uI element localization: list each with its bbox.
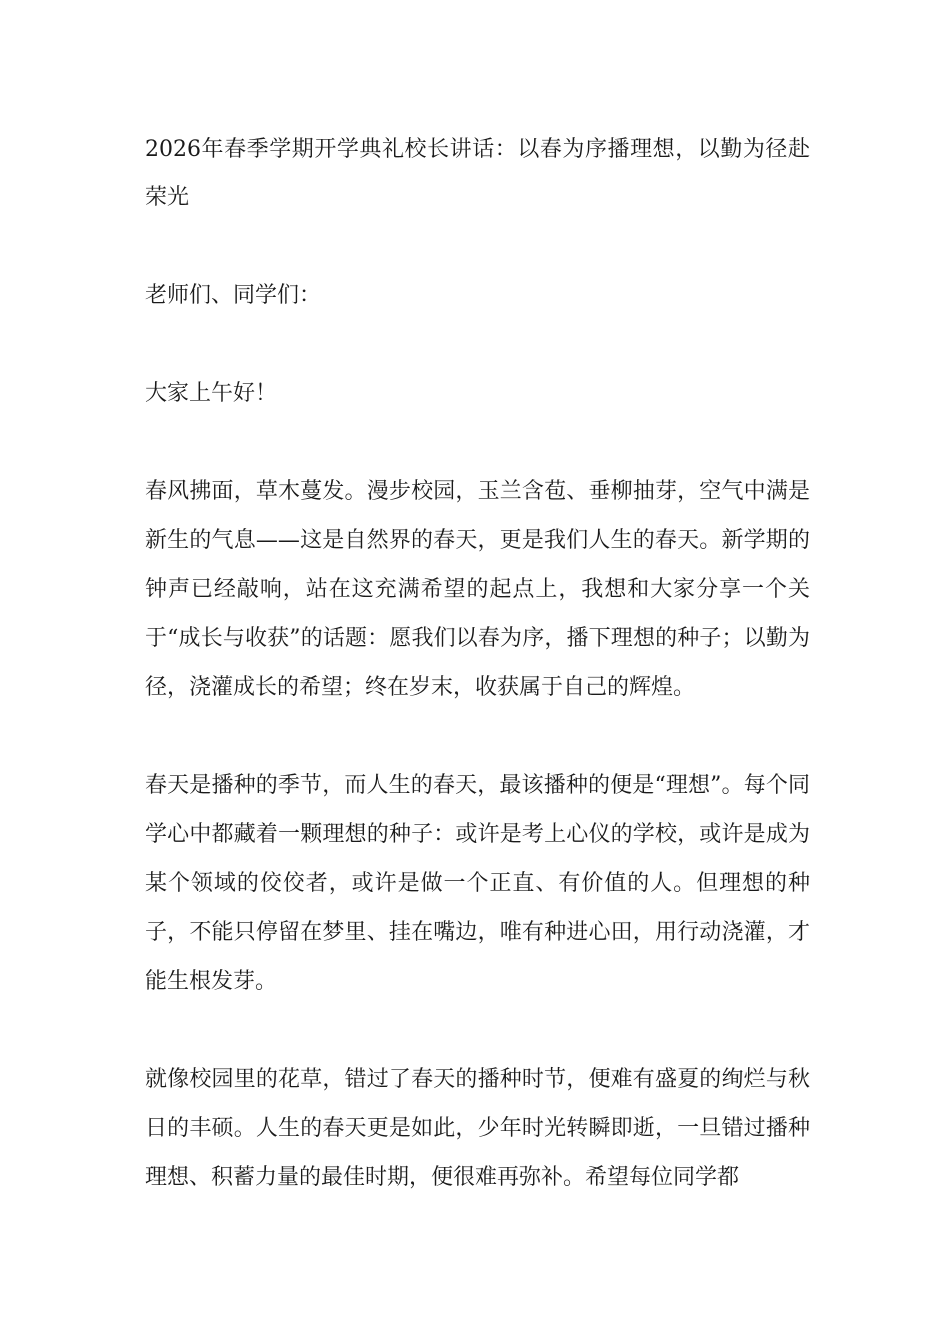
document-body bbox=[145, 126, 810, 1251]
document-title: 2026年春季学期开学典礼校长讲话：以春为序播理想，以勤为径赴荣光 bbox=[145, 137, 810, 210]
paragraph-1: 春风拂面，草木蔓发。漫步校园，玉兰含苞、垂柳抽芽，空气中满是新生的气息——这是自然界的春天，更是我们人生的春天。新学期的钟声已经敲响，站在这充满希望的起点上，我想和大家分享一个关于“成长与收获”的话题：愿我们以春为序，播下理想的种子；以勤为径，浇灌成长的希望；终在岁末，收获属于自己的辉煌。 bbox=[145, 479, 810, 700]
paragraph-3: 就像校园里的花草，错过了春天的播种时节，便难有盛夏的绚烂与秋日的丰硕。人生的春天更是如此，少年时光转瞬即逝，一旦错过播种理想、积蓄力量的最佳时期，便很难再弥补。希望每位同学都 bbox=[145, 1067, 810, 1190]
salutation: 老师们、同学们： bbox=[145, 283, 322, 308]
paragraph-2: 春天是播种的季节，而人生的春天，最该播种的便是“理想”。每个同学心中都藏着一颗理想的种子：或许是考上心仪的学校，或许是成为某个领域的佼佼者，或许是做一个正直、有价值的人。但理想的种子，不能只停留在梦里、挂在嘴边，唯有种进心田，用行动浇灌，才能生根发芽。 bbox=[145, 773, 810, 994]
greeting: 大家上午好！ bbox=[145, 381, 278, 406]
